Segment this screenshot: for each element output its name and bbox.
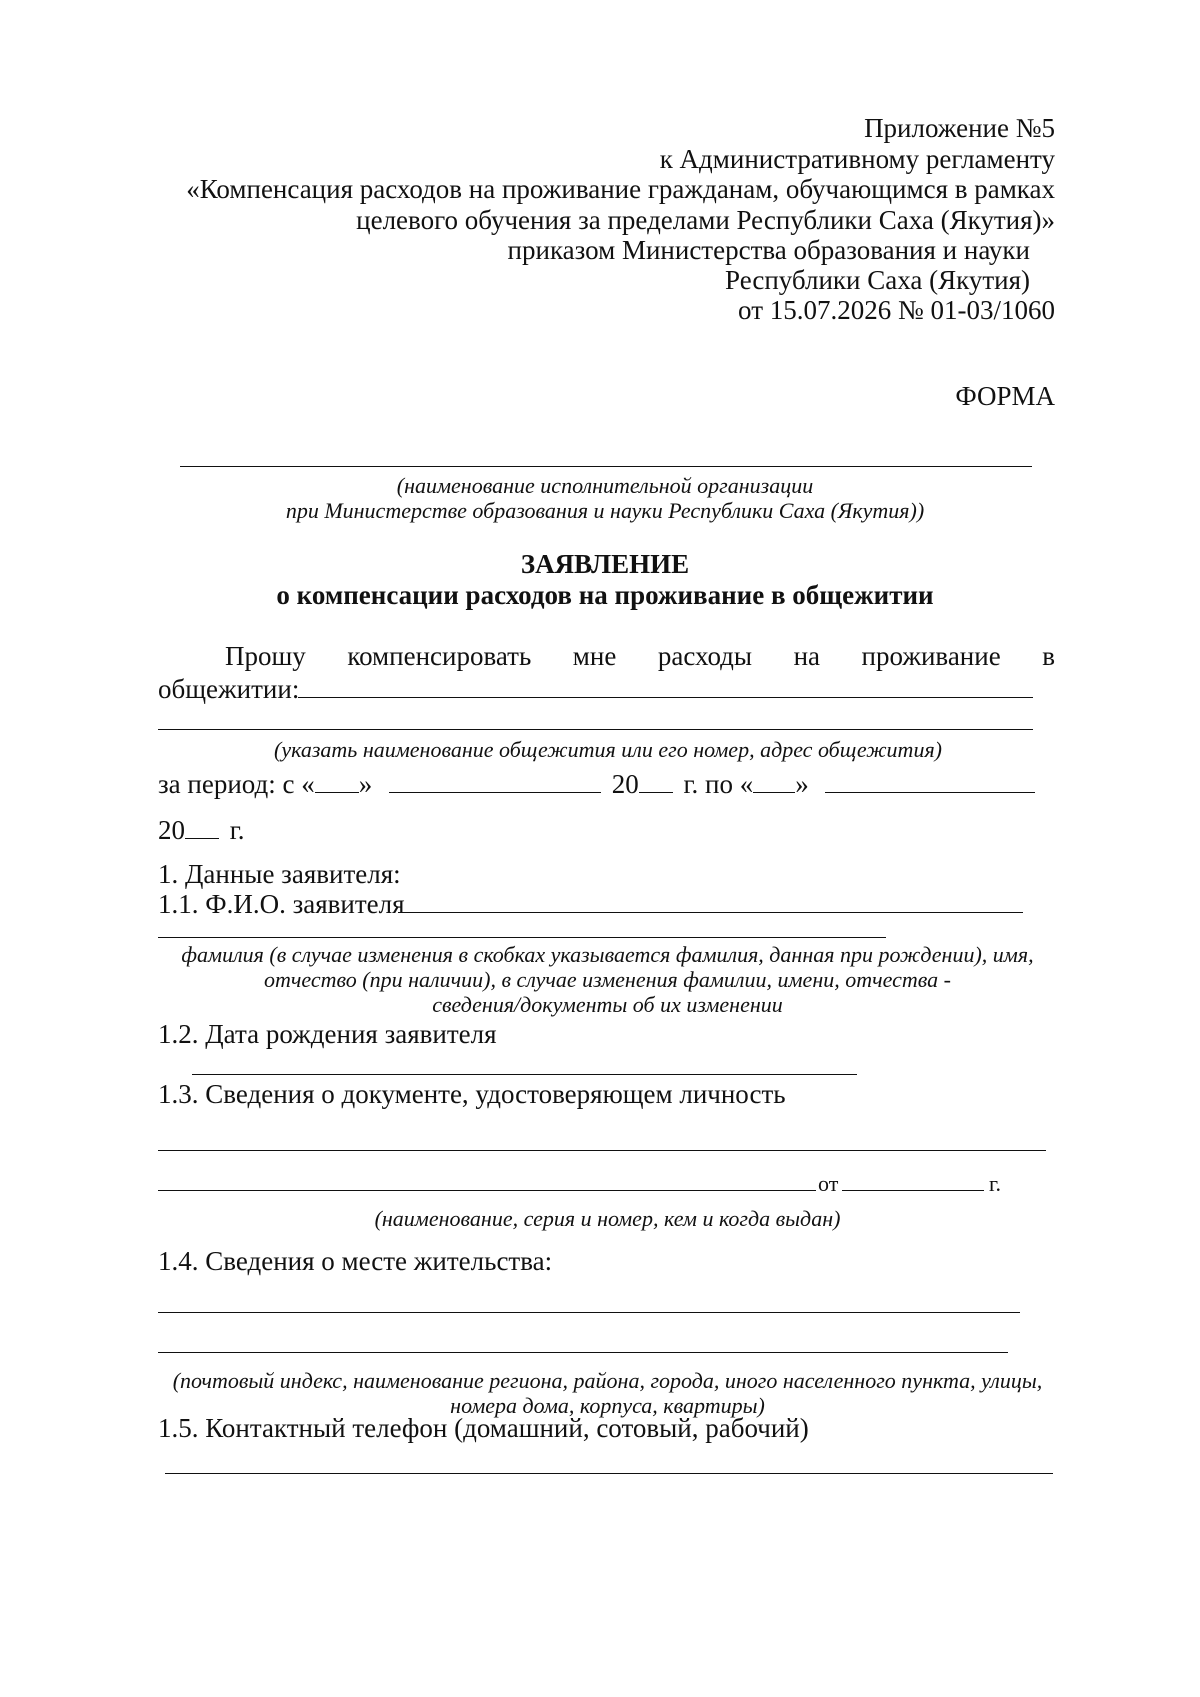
period-year-suffix: г. [229, 815, 245, 845]
request-word: на [793, 641, 821, 671]
org-name-field[interactable] [180, 466, 1032, 467]
period-from-month-field[interactable] [389, 770, 601, 793]
period-year-prefix: 20 [611, 769, 639, 799]
regulation-ref: к Административному регламенту [659, 144, 1055, 174]
phone-field[interactable] [165, 1473, 1053, 1474]
request-word: Прошу [225, 641, 306, 671]
residence-field-2[interactable] [158, 1352, 1008, 1353]
period-to-year-field[interactable] [185, 816, 219, 839]
period-quote-close-2: » [795, 769, 809, 799]
org-note-1: (наименование исполнительной организации [396, 473, 814, 498]
dorm-note: (указать наименование общежития или его номер, адрес общежития) [274, 737, 942, 762]
s13-label: 1.3. Сведения о документе, удостоверяющем личность [158, 1079, 786, 1109]
s13-from-label: от [818, 1171, 839, 1196]
period-from-year-field[interactable] [639, 770, 673, 793]
applicant-name-field[interactable] [398, 912, 1023, 913]
s11-note-3: сведения/документы об их изменении [432, 992, 783, 1017]
birth-date-field[interactable] [192, 1074, 857, 1075]
request-word: проживание [861, 641, 1001, 671]
s14-note-2: номера дома, корпуса, квартиры) [450, 1393, 765, 1418]
period-line [158, 770, 1035, 798]
order-republic: Республики Саха (Якутия) [725, 265, 1030, 295]
section-1-heading: 1. Данные заявителя: [158, 859, 401, 889]
s11-note-1: фамилия (в случае изменения в скобках указывается фамилия, данная при рождении), имя, [181, 942, 1034, 967]
residence-field-1[interactable] [158, 1312, 1020, 1313]
s11-note-2: отчество (при наличии), в случае изменения фамилии, имени, отчества - [264, 967, 951, 992]
s15-label: 1.5. Контактный телефон (домашний, сотовый, рабочий) [158, 1413, 809, 1443]
dorm-name-field[interactable] [298, 697, 1033, 698]
document-subtitle: о компенсации расходов на проживание в общежитии [276, 580, 934, 610]
period-to-label: г. по « [683, 769, 754, 799]
s13-note: (наименование, серия и номер, кем и когда выдан) [374, 1206, 841, 1231]
s14-label: 1.4. Сведения о месте жительства: [158, 1246, 553, 1276]
s13-year-label: г. [989, 1171, 1002, 1196]
period-line-2 [158, 816, 245, 844]
period-from-day-field[interactable] [315, 770, 359, 793]
org-note-2: при Министерстве образования и науки Республики Саха (Якутия)) [285, 498, 925, 523]
regulation-title-2: целевого обучения за пределами Республики Саха (Якутия)» [356, 205, 1055, 235]
request-word: расходы [657, 641, 753, 671]
id-issue-date-field[interactable] [842, 1190, 984, 1191]
id-issued-by-field[interactable] [158, 1190, 816, 1191]
request-line-2-label: общежитии: [158, 674, 300, 704]
regulation-title-1: «Компенсация расходов на проживание гражданам, обучающимся в рамках [186, 174, 1055, 204]
order-date: от 15.07.2026 № 01-03/1060 [738, 295, 1055, 325]
form-label: ФОРМА [955, 381, 1055, 411]
request-line-1 [225, 643, 1055, 670]
period-year-prefix-2: 20 [158, 815, 185, 845]
dorm-address-field[interactable] [158, 729, 1033, 730]
period-from-label: за период: с « [158, 769, 315, 799]
request-word: компенсировать [347, 641, 532, 671]
id-document-field[interactable] [158, 1150, 1046, 1151]
period-quote-close: » [358, 769, 373, 799]
appendix-number: Приложение №5 [864, 113, 1055, 143]
s14-note-1: (почтовый индекс, наименование региона, района, города, иного населенного пункта, улицы, [172, 1368, 1043, 1393]
applicant-name-field-2[interactable] [158, 937, 886, 938]
document-title: ЗАЯВЛЕНИЕ [520, 549, 690, 579]
request-word: мне [572, 641, 617, 671]
request-word: в [1042, 641, 1055, 671]
s11-label: 1.1. Ф.И.О. заявителя [158, 889, 405, 919]
order-ref: приказом Министерства образования и науки [507, 235, 1030, 265]
period-to-month-field[interactable] [825, 770, 1035, 793]
period-to-day-field[interactable] [753, 770, 795, 793]
s12-label: 1.2. Дата рождения заявителя [158, 1019, 497, 1049]
